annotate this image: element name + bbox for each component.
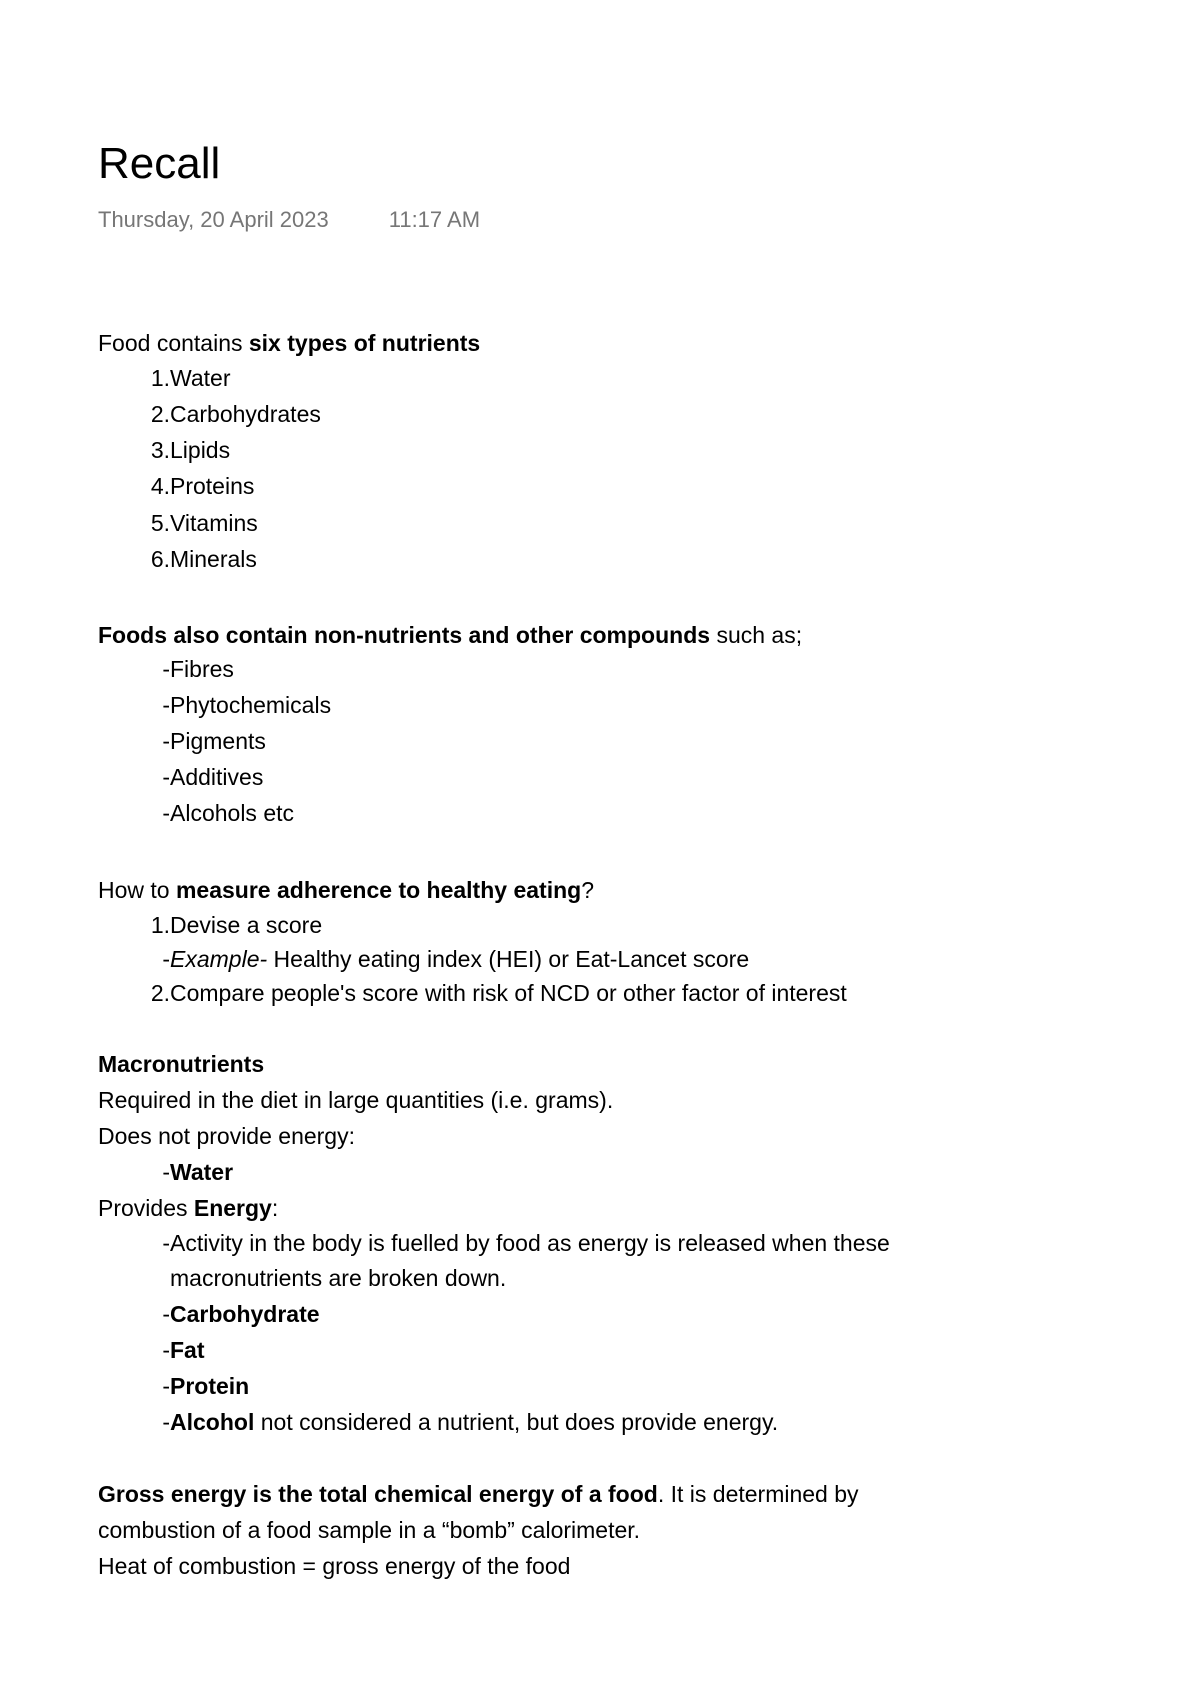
list-number: 2. bbox=[150, 980, 170, 1006]
nutrient-item-text: Vitamins bbox=[170, 510, 258, 536]
note-date: Thursday, 20 April 2023 bbox=[98, 207, 329, 232]
non-nutrient-item-text: Fibres bbox=[170, 656, 234, 682]
macro-alcohol bbox=[98, 1407, 779, 1437]
macro-water bbox=[98, 1157, 234, 1187]
nutrient-item bbox=[98, 544, 257, 574]
provides-energy-text: Provides bbox=[98, 1195, 194, 1221]
list-dash: - bbox=[162, 1373, 170, 1399]
gross-energy-bold: Gross energy is the total chemical energy of a food bbox=[98, 1481, 658, 1507]
macro-alcohol-text bbox=[170, 1407, 778, 1437]
macro-line-1: Required in the diet in large quantities (i.e. grams). bbox=[98, 1087, 614, 1113]
gross-energy-line-1 bbox=[98, 1479, 859, 1509]
macro-activity-line-2: macronutrients are broken down. bbox=[170, 1265, 507, 1291]
nutrient-item-text: Water bbox=[170, 365, 231, 391]
macro-carb bbox=[98, 1299, 320, 1329]
example-body: Healthy eating index (HEI) or Eat-Lancet score bbox=[267, 946, 750, 972]
non-nutrient-item-text: Alcohols etc bbox=[170, 800, 295, 826]
nutrients-intro bbox=[98, 328, 480, 358]
adherence-step-2-text: Compare people's score with risk of NCD or other factor of interest bbox=[170, 980, 847, 1006]
non-nutrient-item-text: Additives bbox=[170, 764, 264, 790]
note-time: 11:17 AM bbox=[388, 207, 481, 232]
provides-energy bbox=[98, 1193, 278, 1223]
list-dash: - bbox=[162, 1409, 170, 1435]
list-number: 2. bbox=[150, 401, 170, 427]
adherence-question-bold: measure adherence to healthy eating bbox=[175, 877, 582, 903]
adherence-step-2 bbox=[98, 978, 847, 1008]
non-nutrient-item bbox=[98, 762, 264, 792]
non-nutrient-item bbox=[98, 690, 332, 720]
list-dash: - bbox=[162, 764, 170, 790]
nutrient-item bbox=[98, 435, 231, 465]
macro-fat bbox=[98, 1335, 205, 1365]
non-nutrient-item-text: Phytochemicals bbox=[170, 692, 332, 718]
macro-protein bbox=[98, 1371, 250, 1401]
alcohol-body: not considered a nutrient, but does provide energy. bbox=[254, 1409, 779, 1435]
page-title: Recall bbox=[98, 139, 221, 188]
note-timestamp bbox=[98, 205, 480, 235]
list-number: 1. bbox=[150, 365, 170, 391]
list-dash: - bbox=[162, 1230, 170, 1256]
list-dash: - bbox=[162, 692, 170, 718]
list-dash: - bbox=[162, 1159, 170, 1185]
non-nutrients-intro-text: such as; bbox=[710, 622, 803, 648]
adherence-example bbox=[98, 944, 750, 974]
macro-activity bbox=[98, 1228, 890, 1258]
adherence-example-text bbox=[170, 944, 749, 974]
list-number: 6. bbox=[150, 546, 170, 572]
adherence-step-1-text: Devise a score bbox=[170, 912, 323, 938]
macro-water-text: Water bbox=[170, 1159, 234, 1185]
example-label: Example- bbox=[170, 946, 268, 972]
gross-energy-text: . It is determined by bbox=[657, 1481, 859, 1507]
macro-carb-text: Carbohydrate bbox=[170, 1301, 320, 1327]
macronutrients-heading bbox=[98, 1049, 264, 1079]
adherence-question bbox=[98, 875, 594, 905]
nutrient-item bbox=[98, 471, 255, 501]
adherence-step-1 bbox=[98, 910, 323, 940]
nutrient-item bbox=[98, 363, 231, 393]
non-nutrient-item bbox=[98, 798, 295, 828]
non-nutrient-item bbox=[98, 726, 266, 756]
nutrient-item bbox=[98, 399, 321, 429]
macro-fat-text: Fat bbox=[170, 1337, 205, 1363]
provides-energy-bold: Energy bbox=[193, 1195, 272, 1221]
list-number: 4. bbox=[150, 473, 170, 499]
macronutrients-heading-text: Macronutrients bbox=[98, 1051, 265, 1077]
provides-energy-end: : bbox=[271, 1195, 279, 1221]
adherence-question-text: How to bbox=[98, 877, 176, 903]
nutrient-item-text: Lipids bbox=[170, 437, 231, 463]
macro-protein-text: Protein bbox=[170, 1373, 250, 1399]
nutrients-intro-bold: six types of nutrients bbox=[248, 330, 481, 356]
list-number: 3. bbox=[150, 437, 170, 463]
list-dash: - bbox=[162, 656, 170, 682]
gross-energy-line-2: combustion of a food sample in a “bomb” calorimeter. bbox=[98, 1517, 641, 1543]
list-number: 1. bbox=[150, 912, 170, 938]
alcohol-bold: Alcohol bbox=[170, 1409, 255, 1435]
adherence-question-end: ? bbox=[581, 877, 594, 903]
nutrients-intro-text: Food contains bbox=[98, 330, 249, 356]
nutrient-item-text: Minerals bbox=[170, 546, 257, 572]
list-dash: - bbox=[162, 946, 170, 972]
macro-line-2: Does not provide energy: bbox=[98, 1123, 355, 1149]
nutrient-item-text: Proteins bbox=[170, 473, 255, 499]
non-nutrients-intro-bold: Foods also contain non-nutrients and other compounds bbox=[98, 622, 711, 648]
macro-activity-line-1: Activity in the body is fuelled by food as energy is released when these bbox=[170, 1230, 890, 1256]
list-dash: - bbox=[162, 728, 170, 754]
list-number: 5. bbox=[150, 510, 170, 536]
non-nutrient-item-text: Pigments bbox=[170, 728, 266, 754]
list-dash: - bbox=[162, 1301, 170, 1327]
gross-energy-line-3: Heat of combustion = gross energy of the food bbox=[98, 1553, 571, 1579]
non-nutrients-intro bbox=[98, 620, 802, 650]
non-nutrient-item bbox=[98, 654, 234, 684]
list-dash: - bbox=[162, 800, 170, 826]
list-dash: - bbox=[162, 1337, 170, 1363]
nutrient-item bbox=[98, 508, 258, 538]
nutrient-item-text: Carbohydrates bbox=[170, 401, 321, 427]
